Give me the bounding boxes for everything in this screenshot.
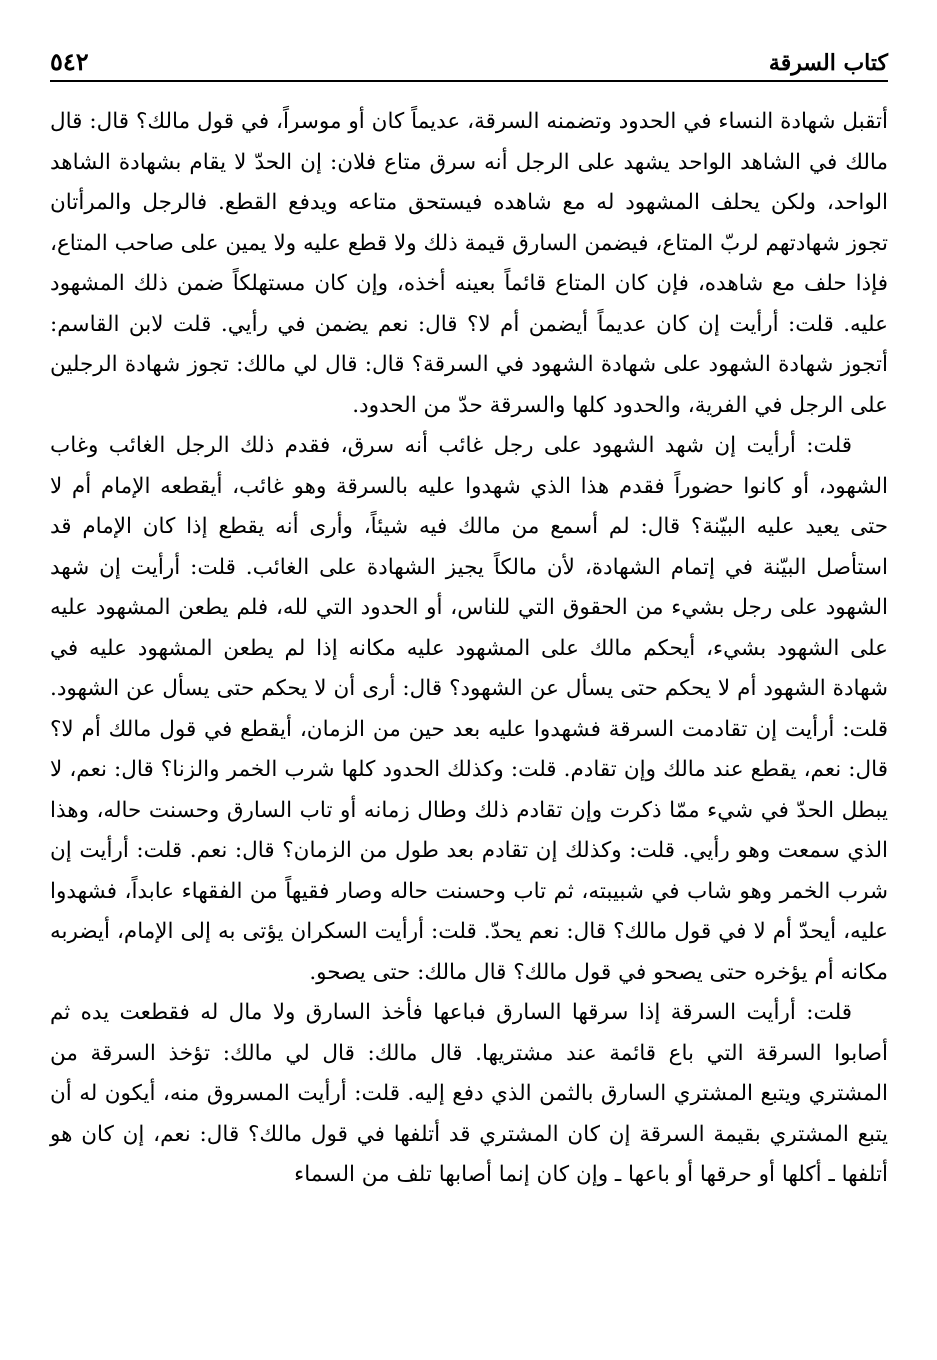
running-header	[50, 40, 888, 76]
header-rule	[50, 80, 888, 82]
paragraph: قلت: أرأيت إن شهد الشهود على رجل غائب أنه سرق، فقدم ذلك الرجل الغائب وغاب الشهود، أو كانوا حضوراً فقدم هذا الذي شهدوا عليه بالسرقة وهو غائب، أيقطعه الإمام أم لا حتى يعيد عليه البيّنة؟ قال: لم أسمع من مالك فيه شيئاً، وأرى أنه يقطع إذا كان الإمام قد استأصل البيّنة في إتمام الشهادة، لأن مالكاً يجيز الشهادة على الغائب. قلت: أرأيت إن شهد الشهود على رجل بشيء من الحقوق التي للناس، أو الحدود التي لله، فلم يطعن المشهود عليه على الشهود بشيء، أيحكم مالك على المشهود عليه مكانه إذا لم يطعن المشهود عليه في شهادة الشهود أم لا يحكم حتى يسأل عن الشهود؟ قال: أرى أن لا يحكم حتى يسأل عن الشهود. قلت: أرأيت إن تقادمت السرقة فشهدوا عليه بعد حين من الزمان، أيقطع في قول مالك أم لا؟ قال: نعم، يقطع عند مالك وإن تقادم. قلت: وكذلك الحدود كلها شرب الخمر والزنا؟ قال: نعم، لا يبطل الحدّ في شيء ممّا ذكرت وإن تقادم ذلك وطال زمانه أو تاب السارق وحسنت حاله، وهذا الذي سمعت وهو رأيي. قلت: وكذلك إن تقادم بعد طول من الزمان؟ قال: نعم. قلت: أرأيت إن شرب الخمر وهو شاب في شبيبته، ثم تاب وحسنت حاله وصار فقيهاً من الفقهاء عابداً، فشهدوا عليه، أيحدّ أم لا في قول مالك؟ قال: نعم يحدّ. قلت: أرأيت السكران يؤتى به إلى الإمام، أيضربه مكانه أم يؤخره حتى يصحو في قول مالك؟ قال مالك: حتى يصحو.	[50, 433, 888, 985]
page-number: ٥٤٢	[50, 47, 89, 76]
paragraph: قلت: أرأيت السرقة إذا سرقها السارق فباعها فأخذ السارق ولا مال له فقطعت يده ثم أصابوا السرقة التي باع قائمة عند مشتريها. قال مالك: قال لي مالك: تؤخذ السرقة من المشتري ويتبع المشتري السارق بالثمن الذي دفع إليه. قلت: أرأيت المسروق منه، أيكون له أن يتبع المشتري بقيمة السرقة إن كان المشتري قد أتلفها في قول مالك؟ قال: نعم، إن كان هو أتلفها ـ أكلها أو حرقها أو باعها ـ وإن كان إنما أصابها تلف من السماء	[50, 1000, 888, 1187]
running-title: كتاب السرقة	[768, 50, 888, 76]
book-page	[50, 40, 888, 1340]
paragraph: أتقبل شهادة النساء في الحدود وتضمنه السرقة، عديماً كان أو موسراً، في قول مالك؟ قال: قال مالك في الشاهد الواحد يشهد على الرجل أنه سرق متاع فلان: إن الحدّ لا يقام بشهادة الشاهد الواحد، ولكن يحلف المشهود له مع شاهده فيستحق متاعه ويدفع القطع. فالرجل والمرأتان تجوز شهادتهم لربّ المتاع، فيضمن السارق قيمة ذلك ولا قطع عليه ولا يمين على صاحب المتاع، فإذا حلف مع شاهده، فإن كان المتاع قائماً بعينه أخذه، وإن كان مستهلكاً ضمن ذلك المشهود عليه. قلت: أرأيت إن كان عديماً أيضمن أم لا؟ قال: نعم يضمن في رأيي. قلت لابن القاسم: أتجوز شهادة الشهود على شهادة الشهود في السرقة؟ قال: قال لي مالك: تجوز شهادة الرجلين على الرجل في الفرية، والحدود كلها والسرقة حدّ من الحدود.	[50, 109, 888, 418]
body-text	[50, 102, 888, 1196]
